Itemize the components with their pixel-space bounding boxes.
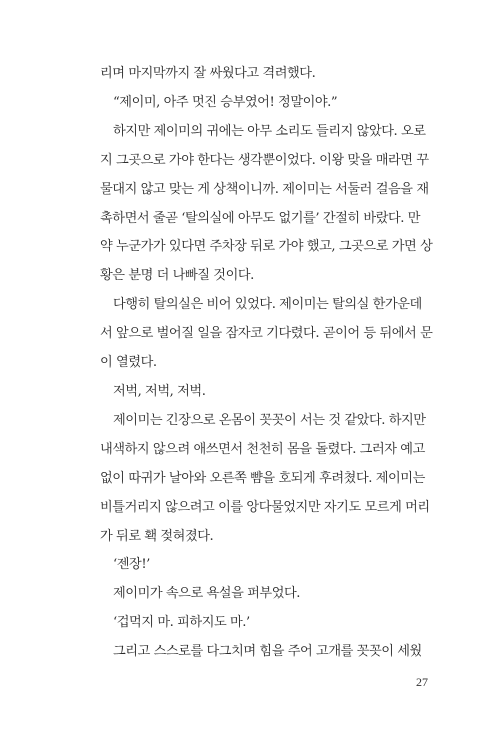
text-line: 물대지 않고 맞는 게 상책이니까. 제이미는 서둘러 걸음을 재 [100,181,429,197]
text-line: 제이미가 속으로 욕설을 퍼부었다. [113,586,301,602]
text-line: ‘겁먹지 마. 피하지도 마.’ [113,615,250,631]
text-line: 이 열렸다. [100,355,157,371]
text-line: 촉하면서 줄곧 ‘탈의실에 아무도 없기를’ 간절히 바랐다. 만 [100,210,421,226]
text-line: 그리고 스스로를 다그치며 힘을 주어 고개를 꼿꼿이 세웠 [113,644,422,660]
text-line: 가 뒤로 홱 젖혀졌다. [100,528,214,544]
text-line: 제이미는 긴장으로 온몸이 꼿꼿이 서는 것 같았다. 하지만 [113,412,426,428]
text-line: 없이 따귀가 날아와 오른쪽 뺨을 호되게 후려쳤다. 제이미는 [100,470,425,486]
text-line: 리며 마지막까지 잘 싸웠다고 격려했다. [100,66,316,81]
text-line: 다행히 탈의실은 비어 있었다. 제이미는 탈의실 한가운데 [113,297,422,313]
text-line: 황은 분명 더 나빠질 것이다. [100,268,254,284]
text-line: 서 앞으로 벌어질 일을 잠자코 기다렸다. 곧이어 등 뒤에서 문 [100,326,433,342]
text-line: “제이미, 아주 멋진 승부였어! 정말이야.” [113,94,338,110]
text-line: 하지만 제이미의 귀에는 아무 소리도 들리지 않았다. 오로 [113,123,426,139]
body-text [100,60,435,667]
text-line: ‘젠장!’ [113,557,150,573]
text-line: 비틀거리지 않으려고 이를 앙다물었지만 자기도 모르게 머리 [100,499,430,515]
text-line: 내색하지 않으려 애쓰면서 천천히 몸을 돌렸다. 그러자 예고 [100,441,425,457]
page-number: 27 [416,675,428,689]
text-line: 저벅, 저벅, 저벅. [113,383,206,399]
text-line: 지 그곳으로 가야 한다는 생각뿐이었다. 이왕 맞을 매라면 꾸 [100,152,429,168]
text-line: 약 누군가가 있다면 주차장 뒤로 가야 했고, 그곳으로 가면 상 [100,239,433,255]
